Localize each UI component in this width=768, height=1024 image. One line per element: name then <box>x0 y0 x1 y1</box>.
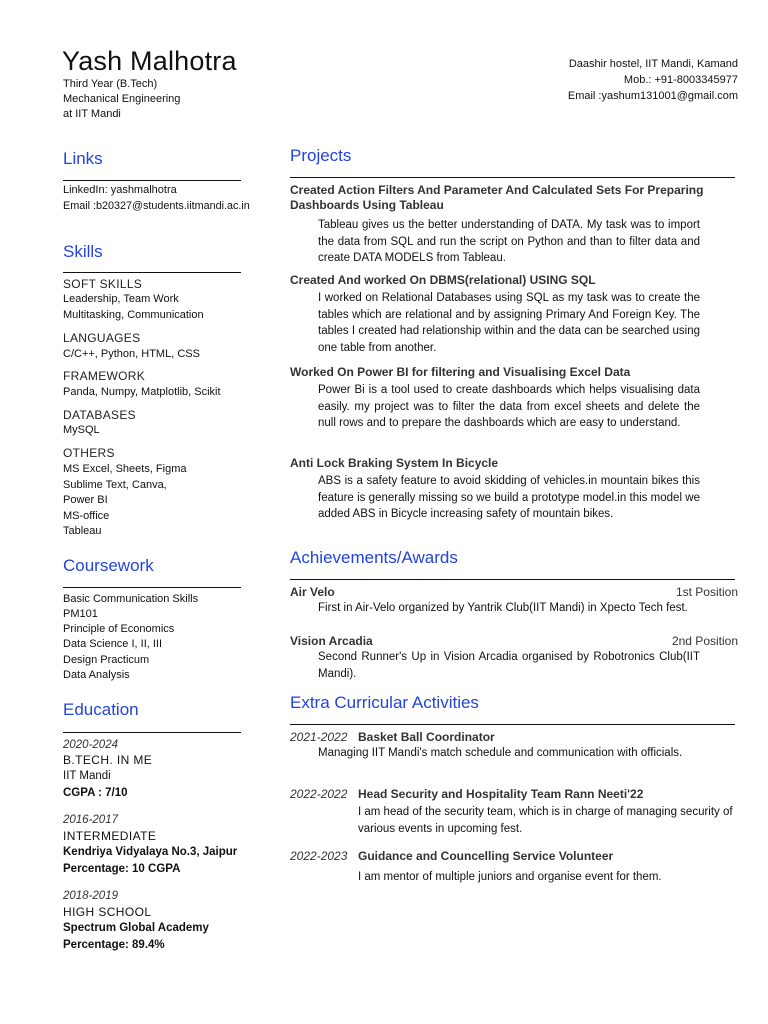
project-title: Anti Lock Braking System In Bicycle <box>290 456 499 470</box>
achievement-name: Vision Arcadia <box>290 634 373 648</box>
achievement-position: 1st Position <box>675 585 738 599</box>
skill-item: Tableau <box>63 525 102 537</box>
course-item: Data Science I, II, III <box>63 638 163 650</box>
skills-rule <box>63 272 241 273</box>
activity-title: Guidance and Councelling Service Volunteer <box>358 849 614 863</box>
header-sub-branch: Mechanical Engineering <box>63 93 181 105</box>
coursework-rule <box>63 587 241 588</box>
activity-title: Basket Ball Coordinator <box>358 730 495 744</box>
education-institution: IIT Mandi <box>63 770 111 782</box>
extracurricular-rule <box>290 724 735 725</box>
course-item: PM101 <box>63 608 98 620</box>
contact-email[interactable]: Email :yashum131001@gmail.com <box>567 90 738 102</box>
contact-mobile: Mob.: +91-8003345977 <box>623 74 738 86</box>
skill-item: Multitasking, Communication <box>63 309 204 321</box>
skill-item: Panda, Numpy, Matplotlib, Scikit <box>63 386 221 398</box>
achievement-position: 2nd Position <box>671 634 738 648</box>
education-heading: Education <box>63 700 139 719</box>
achievement-desc: First in Air-Velo organized by Yantrik Club(IIT Mandi) in Xpecto Tech fest. <box>318 602 688 614</box>
education-institution: Kendriya Vidyalaya No.3, Jaipur <box>63 846 238 858</box>
links-heading: Links <box>63 149 103 168</box>
education-degree: INTERMEDIATE <box>63 829 157 843</box>
activity-date: 2021-2022 <box>290 730 348 744</box>
project-desc: Power Bi is a tool used to create dashboards which helps visualising data easily. my project was to filter the data from excel sheets and delete the null rows and to prepare the dashboards which are easy to understand. <box>318 384 700 429</box>
skill-item: MySQL <box>63 424 100 436</box>
education-degree: HIGH SCHOOL <box>63 905 152 919</box>
skill-item: MS-office <box>63 510 110 522</box>
skill-category-soft: SOFT SKILLS <box>63 277 143 291</box>
education-score: CGPA : 7/10 <box>63 787 128 799</box>
education-date: 2016-2017 <box>63 814 118 826</box>
project-desc: Tableau gives us the better understanding of DATA. My task was to import the data from SQL and run the script on Python and than to filter data and create DATA MODELS from Tableau. <box>318 219 700 264</box>
projects-rule <box>290 177 735 178</box>
education-score: Percentage: 89.4% <box>63 939 165 951</box>
skill-category-databases: DATABASES <box>63 408 136 422</box>
skill-category-languages: LANGUAGES <box>63 331 141 345</box>
project-title: Created And worked On DBMS(relational) USING SQL <box>290 273 596 287</box>
skill-item: Leadership, Team Work <box>63 293 179 305</box>
skill-category-framework: FRAMEWORK <box>63 369 146 383</box>
project-desc: I worked on Relational Databases using SQL as my task was to create the tables which are relational and by assigning Primary And Foreign Key. The tables I created had relationship within and the data can be searched using one table from another. <box>318 292 700 354</box>
activity-desc: I am mentor of multiple juniors and organise event for them. <box>358 871 662 883</box>
skills-heading: Skills <box>63 242 103 261</box>
link-linkedin[interactable]: LinkedIn: yashmalhotra <box>63 184 177 196</box>
candidate-name: Yash Malhotra <box>62 46 237 76</box>
skill-item: MS Excel, Sheets, Figma <box>63 463 187 475</box>
education-rule <box>63 732 241 733</box>
activity-desc: Managing IIT Mandi's match schedule and communication with officials. <box>318 747 683 759</box>
course-item: Data Analysis <box>63 669 130 681</box>
course-item: Basic Communication Skills <box>63 593 199 605</box>
education-institution: Spectrum Global Academy <box>63 922 209 934</box>
project-title: Created Action Filters And Parameter And Calculated Sets For Preparing Dashboards Using Tableau <box>290 183 704 212</box>
activity-date: 2022-2023 <box>290 849 348 863</box>
link-email[interactable]: Email :b20327@students.iitmandi.ac.in <box>63 200 250 212</box>
extracurricular-heading: Extra Curricular Activities <box>290 693 479 712</box>
education-score: Percentage: 10 CGPA <box>63 863 181 875</box>
achievement-desc: Second Runner's Up in Vision Arcadia organised by Robotronics Club(IIT Mandi). <box>318 651 700 680</box>
skill-item: Power BI <box>63 494 108 506</box>
projects-heading: Projects <box>290 146 352 165</box>
header-sub-college: at IIT Mandi <box>63 108 121 120</box>
education-date: 2018-2019 <box>63 890 118 902</box>
activity-title: Head Security and Hospitality Team Rann Neeti'22 <box>358 787 644 801</box>
coursework-heading: Coursework <box>63 556 154 575</box>
project-desc: ABS is a safety feature to avoid skidding of vehicles.in mountain bikes this feature is generally missing so we build a prototype model.in this model we added ABS in Bicycle increasing safety of mountain bikes. <box>318 475 700 520</box>
achievement-name: Air Velo <box>290 585 335 599</box>
education-degree: B.TECH. IN ME <box>63 753 153 767</box>
course-item: Principle of Economics <box>63 623 175 635</box>
course-item: Design Practicum <box>63 654 150 666</box>
links-rule <box>63 180 241 181</box>
project-title: Worked On Power BI for filtering and Visualising Excel Data <box>290 365 631 379</box>
education-date: 2020-2024 <box>63 739 118 751</box>
activity-date: 2022-2022 <box>290 787 348 801</box>
activity-desc: I am head of the security team, which is in charge of managing security of various events in upcoming fest. <box>358 806 733 835</box>
skill-item: Sublime Text, Canva, <box>63 479 167 491</box>
achievements-heading: Achievements/Awards <box>290 548 458 567</box>
achievements-rule <box>290 579 735 580</box>
skill-category-others: OTHERS <box>63 446 115 460</box>
contact-address: Daashir hostel, IIT Mandi, Kamand <box>568 58 738 70</box>
header-sub-year: Third Year (B.Tech) <box>63 78 158 90</box>
skill-item: C/C++, Python, HTML, CSS <box>63 348 200 360</box>
